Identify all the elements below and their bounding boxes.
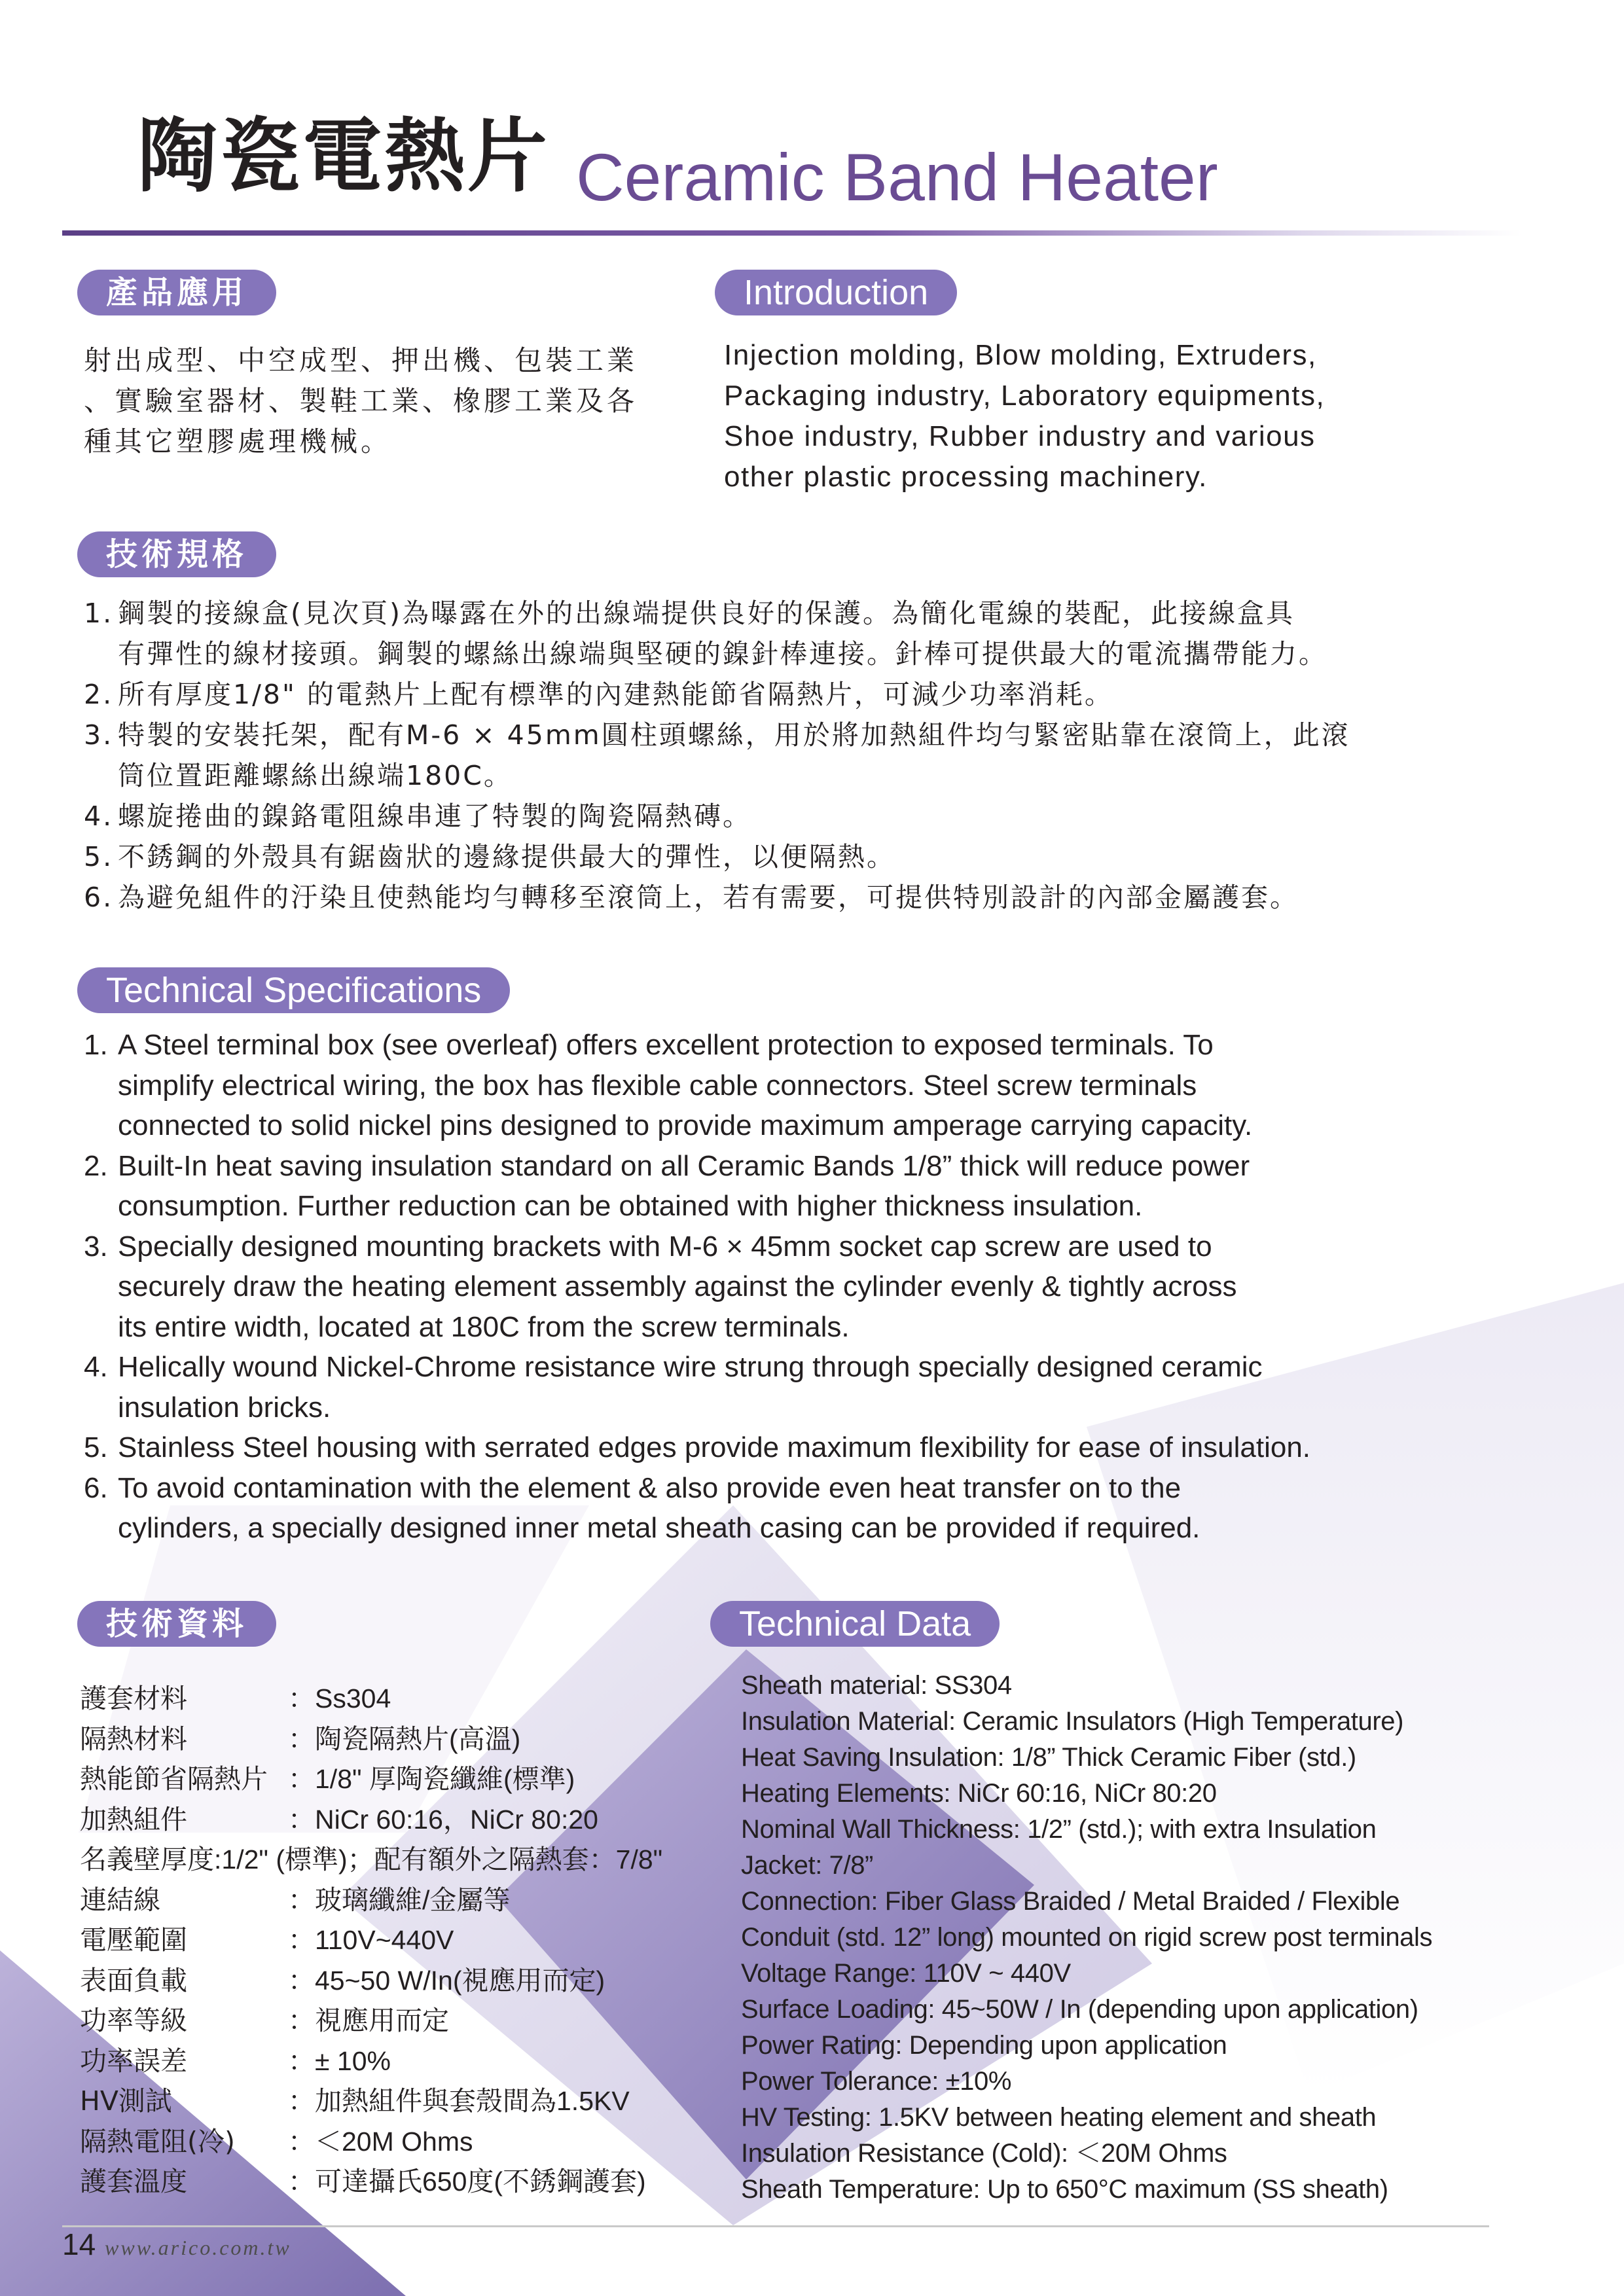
spec-item-number: 1. xyxy=(84,598,114,629)
data-key: 護套材料 xyxy=(80,1683,187,1714)
data-line-en: Sheath material: SS304 xyxy=(741,1671,1012,1700)
section-label-specs-en: Technical Specifications xyxy=(77,967,510,1013)
data-key: 表面負載 xyxy=(80,1964,187,1996)
data-line-en: Connection: Fiber Glass Braided / Metal Braided / Flexible xyxy=(741,1887,1400,1916)
data-line-en: Insulation Resistance (Cold): ＜20M Ohms xyxy=(741,2139,1227,2168)
data-line-en: Surface Loading: 45~50W / In (depending upon application) xyxy=(741,1995,1418,2024)
introduction-line: other plastic processing machinery. xyxy=(724,461,1208,493)
spec-item-zh xyxy=(84,796,1543,836)
data-line-en: Power Tolerance: ±10% xyxy=(741,2067,1012,2096)
data-value: ：110V~440V xyxy=(288,1925,454,1955)
data-key: 隔熱電阻(冷) xyxy=(80,2125,235,2157)
introduction-line: Injection molding, Blow molding, Extruders, xyxy=(724,339,1317,371)
introduction-text-en xyxy=(724,335,1509,497)
data-line-en: Sheath Temperature: Up to 650°C maximum (SS sheath) xyxy=(741,2175,1388,2204)
spec-item-zh xyxy=(84,836,1543,877)
spec-item-number: 4. xyxy=(84,1351,108,1383)
spec-item-en xyxy=(84,1427,1543,1468)
spec-item-number: 3. xyxy=(84,1230,108,1263)
specs-list-en xyxy=(84,1025,1543,1549)
data-value: ：Ss304 xyxy=(288,1683,391,1713)
data-row-zh xyxy=(80,1679,741,1719)
introduction-line: Packaging industry, Laboratory equipments, xyxy=(724,380,1326,412)
spec-item-number: 4. xyxy=(84,800,114,832)
data-row-zh xyxy=(80,1920,741,1961)
data-line-en: HV Testing: 1.5KV between heating element and sheath xyxy=(741,2103,1377,2132)
data-line-en: Heat Saving Insulation: 1/8” Thick Ceramic Fiber (std.) xyxy=(741,1743,1356,1772)
spec-item-zh xyxy=(84,593,1543,674)
spec-item-line: Stainless Steel housing with serrated edges provide maximum flexibility for ease of insulation. xyxy=(118,1431,1311,1463)
data-row-zh xyxy=(80,1880,741,1921)
data-value: ：＜20M Ohms xyxy=(288,2126,473,2157)
data-key: 加熱組件 xyxy=(80,1803,187,1835)
spec-item-line: A Steel terminal box (see overleaf) offers excellent protection to exposed terminals. To xyxy=(118,1029,1214,1061)
technical-data-en xyxy=(741,1668,1526,2208)
spec-item-number: 2. xyxy=(84,1149,108,1182)
section-label-data-en: Technical Data xyxy=(710,1601,1000,1647)
spec-item-line: connected to solid nickel pins designed to provide maximum amperage carrying capacity. xyxy=(118,1109,1253,1141)
spec-item-line: Built-In heat saving insulation standard on all Ceramic Bands 1/8” thick will reduce power xyxy=(118,1149,1250,1182)
spec-item-zh xyxy=(84,674,1543,715)
data-value: ：NiCr 60:16，NiCr 80:20 xyxy=(288,1804,598,1835)
specs-list-zh xyxy=(84,593,1543,918)
section-label-data-zh: 技術資料 xyxy=(77,1601,276,1647)
spec-item-number: 6. xyxy=(84,1471,108,1504)
data-value: ：± 10% xyxy=(288,2045,391,2076)
spec-item-number: 5. xyxy=(84,1431,108,1463)
page-title-english: Ceramic Band Heater xyxy=(576,140,1218,215)
data-value: ：加熱組件與套殼間為1.5KV xyxy=(288,2086,630,2116)
data-line-en: Voltage Range: 110V ~ 440V xyxy=(741,1959,1071,1988)
data-key: 護套溫度 xyxy=(80,2166,187,2197)
data-row-zh xyxy=(80,1759,741,1800)
spec-item-line: Specially designed mounting brackets with M-6 × 45mm socket cap screw are used to xyxy=(118,1230,1212,1263)
application-line: 、實驗室器材、製鞋工業、橡膠工業及各 xyxy=(84,385,638,417)
data-key: 電壓範圍 xyxy=(80,1924,187,1956)
spec-item-line: 有彈性的線材接頭。鋼製的螺絲出線端與堅硬的鎳針棒連接。針棒可提供最大的電流攜帶能力。 xyxy=(118,638,1327,670)
spec-item-line: securely draw the heating element assembly against the cylinder evenly & tightly across xyxy=(118,1270,1237,1302)
introduction-line: Shoe industry, Rubber industry and various xyxy=(724,420,1316,452)
spec-item-line: cylinders, a specially designed inner metal sheath casing can be provided if required. xyxy=(118,1512,1200,1544)
data-row-zh xyxy=(80,1961,741,2001)
data-row-zh xyxy=(80,2162,741,2202)
spec-item-line: its entire width, located at 180C from the screw terminals. xyxy=(118,1310,850,1343)
data-row-zh xyxy=(80,2122,741,2162)
spec-item-line: consumption. Further reduction can be obtained with higher thickness insulation. xyxy=(118,1190,1143,1222)
spec-item-line: 鋼製的接線盒(見次頁)為曝露在外的出線端提供良好的保護。為簡化電線的裝配，此接線盒具 xyxy=(118,598,1295,629)
section-label-introduction: Introduction xyxy=(715,270,957,315)
data-row-zh xyxy=(80,1800,741,1840)
application-line: 射出成型、中空成型、押出機、包裝工業 xyxy=(84,344,638,376)
data-key: HV測試 xyxy=(80,2085,172,2117)
data-value: ：視應用而定 xyxy=(288,2005,449,2036)
section-label-specs-zh: 技術規格 xyxy=(77,531,276,577)
spec-item-line: insulation bricks. xyxy=(118,1391,331,1424)
data-key: 功率誤差 xyxy=(80,2045,187,2077)
data-line-en: Conduit (std. 12” long) mounted on rigid screw post terminals xyxy=(741,1923,1433,1952)
data-row-zh xyxy=(80,2001,741,2041)
spec-item-line: 所有厚度1/8" 的電熱片上配有標準的內建熱能節省隔熱片，可減少功率消耗。 xyxy=(118,679,1113,710)
application-text-zh xyxy=(84,340,673,462)
spec-item-line: 不銹鋼的外殼具有鋸齒狀的邊緣提供最大的彈性，以便隔熱。 xyxy=(118,841,895,872)
data-key: 隔熱材料 xyxy=(80,1723,187,1755)
spec-item-line: 為避免組件的汙染且使熱能均勻轉移至滾筒上，若有需要，可提供特別設計的內部金屬護套。 xyxy=(118,882,1299,913)
website-link[interactable]: www.arico.com.tw xyxy=(105,2236,291,2259)
footer-rule xyxy=(62,2225,1489,2227)
data-line-en: Heating Elements: NiCr 60:16, NiCr 80:20 xyxy=(741,1779,1217,1808)
spec-item-number: 3. xyxy=(84,719,114,751)
spec-item-number: 6. xyxy=(84,882,114,913)
data-line-en: Power Rating: Depending upon application xyxy=(741,2031,1227,2060)
spec-item-en xyxy=(84,1347,1543,1427)
spec-item-line: 筒位置距離螺絲出線端180C。 xyxy=(118,760,513,791)
data-row-zh xyxy=(80,1719,741,1760)
spec-item-line: To avoid contamination with the element & also provide even heat transfer on to the xyxy=(118,1471,1182,1504)
spec-item-zh xyxy=(84,877,1543,918)
data-row-zh xyxy=(80,2081,741,2122)
spec-item-zh xyxy=(84,715,1543,796)
data-key: 功率等級 xyxy=(80,2005,187,2036)
data-value: ：玻璃纖維/金屬等 xyxy=(288,1884,511,1915)
data-row-zh xyxy=(80,2041,741,2082)
spec-item-en xyxy=(84,1025,1543,1146)
data-key: 連結線 xyxy=(80,1884,160,1916)
technical-data-zh xyxy=(80,1679,741,2202)
section-label-application: 產品應用 xyxy=(77,270,276,315)
title-underline xyxy=(62,230,1522,236)
spec-item-en xyxy=(84,1146,1543,1227)
spec-item-en xyxy=(84,1468,1543,1549)
data-full-line: 名義壁厚度:1/2" (標準)；配有額外之隔熱套：7/8" xyxy=(80,1844,663,1874)
data-line-en: Nominal Wall Thickness: 1/2” (std.); with extra Insulation xyxy=(741,1815,1377,1844)
data-row-zh xyxy=(80,1840,741,1880)
spec-item-line: simplify electrical wiring, the box has flexible cable connectors. Steel screw terminals xyxy=(118,1069,1197,1102)
application-line: 種其它塑膠處理機械。 xyxy=(84,425,392,457)
page-number: 14 xyxy=(62,2227,96,2261)
spec-item-en xyxy=(84,1227,1543,1348)
spec-item-line: Helically wound Nickel-Chrome resistance wire strung through specially designed ceramic xyxy=(118,1351,1263,1383)
data-line-en: Jacket: 7/8” xyxy=(741,1851,873,1880)
spec-item-number: 1. xyxy=(84,1029,108,1061)
data-key: 熱能節省隔熱片 xyxy=(80,1763,268,1795)
data-value: ：1/8" 厚陶瓷纖維(標準) xyxy=(288,1764,575,1794)
data-line-en: Insulation Material: Ceramic Insulators (High Temperature) xyxy=(741,1707,1404,1736)
page-title-chinese: 陶瓷電熱片 xyxy=(137,110,550,203)
spec-item-number: 2. xyxy=(84,679,114,710)
data-value: ：可達攝氏650度(不銹鋼護套) xyxy=(288,2166,646,2197)
data-value: ：45~50 W/In(視應用而定) xyxy=(288,1965,605,1996)
spec-item-number: 5. xyxy=(84,841,114,872)
data-value: ：陶瓷隔熱片(高溫) xyxy=(288,1723,521,1754)
spec-item-line: 螺旋捲曲的鎳鉻電阻線串連了特製的陶瓷隔熱磚。 xyxy=(118,800,751,832)
spec-item-line: 特製的安裝托架，配有M-6 × 45mm圓柱頭螺絲，用於將加熱組件均勻緊密貼靠在滾筒上，此滾 xyxy=(118,719,1350,751)
